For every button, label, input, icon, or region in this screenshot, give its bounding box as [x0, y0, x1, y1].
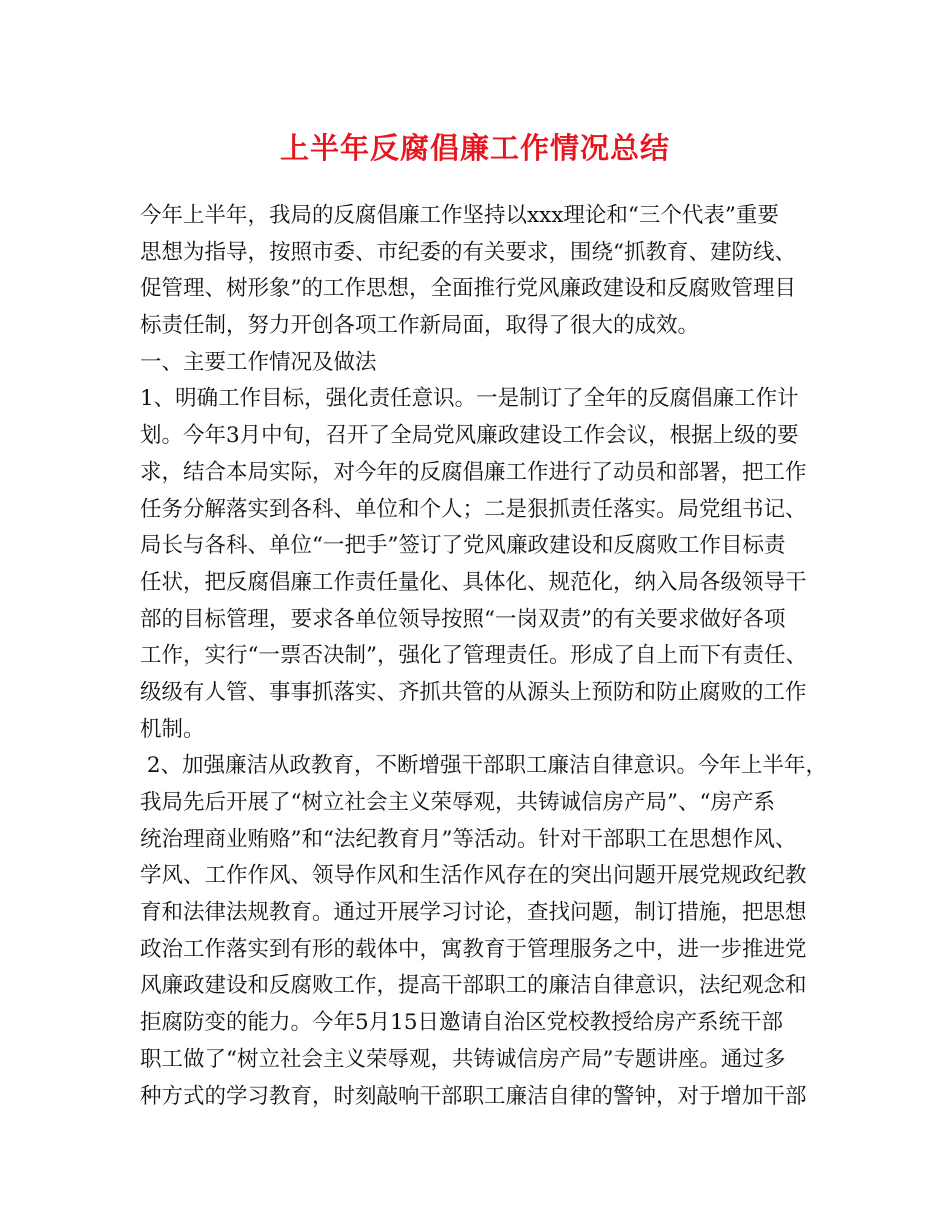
body-line: 任状，把反腐倡廉工作责任量化、具体化、规范化，纳入局各级领导干: [140, 569, 807, 595]
body-line: 今年上半年，我局的反腐倡廉工作坚持以xxx理论和“三个代表”重要: [140, 203, 779, 228]
body-line: 风廉政建设和反腐败工作，提高干部职工的廉洁自律意识，法纪观念和: [140, 973, 807, 999]
body-line: 划。今年3月中旬，召开了全局党风廉政建设工作会议，根据上级的要: [140, 423, 799, 449]
section-heading: 一、主要工作情况及做法: [140, 349, 377, 375]
body-line: 学风、工作作风、领导作风和生活作风存在的突出问题开展党规政纪教: [140, 863, 807, 889]
body-line: 部的目标管理，要求各单位领导按照“一岗双责”的有关要求做好各项: [140, 606, 786, 632]
body-line: 任务分解落实到各科、单位和个人；二是狠抓责任落实。局党组书记、: [140, 496, 807, 522]
body-line: 统治理商业贿赂”和“法纪教育月”等活动。针对干部职工在思想作风、: [140, 826, 797, 852]
document-title: 上半年反腐倡廉工作情况总结: [279, 131, 670, 165]
body-line: 2、加强廉洁从政教育，不断增强干部职工廉洁自律意识。今年上半年，: [140, 753, 828, 779]
body-line: 1、明确工作目标，强化责任意识。一是制订了全年的反腐倡廉工作计: [140, 386, 799, 412]
body-line: 种方式的学习教育，时刻敲响干部职工廉洁自律的警钟，对于增加干部: [140, 1083, 807, 1109]
body-line: 政治工作落实到有形的载体中，寓教育于管理服务之中，进一步推进党: [140, 936, 807, 962]
body-line: 职工做了“树立社会主义荣辱观，共铸诚信房产局”专题讲座。通过多: [140, 1046, 786, 1072]
body-line: 机制。: [140, 716, 205, 742]
body-line: 促管理、树形象”的工作思想，全面推行党风廉政建设和反腐败管理目: [140, 276, 796, 302]
body-line: 育和法律法规教育。通过开展学习讨论，查找问题，制订措施，把思想: [140, 900, 807, 926]
body-line: 求，结合本局实际，对今年的反腐倡廉工作进行了动员和部署，把工作: [140, 459, 807, 485]
body-line: 拒腐防变的能力。今年5月15日邀请自治区党校教授给房产系统干部: [140, 1010, 784, 1036]
body-line: 局长与各科、单位“一把手”签订了党风廉政建设和反腐败工作目标责: [140, 533, 786, 559]
body-line: 标责任制，努力开创各项工作新局面，取得了很大的成效。: [140, 313, 700, 339]
body-line: 工作，实行“一票否决制”，强化了管理责任。形成了自上而下有责任、: [140, 643, 807, 669]
body-line: 思想为指导，按照市委、市纪委的有关要求，围绕“抓教育、建防线、: [140, 239, 796, 265]
body-line: 级级有人管、事事抓落实、齐抓共管的从源头上预防和防止腐败的工作: [140, 679, 807, 705]
body-line: 我局先后开展了“树立社会主义荣辱观，共铸诚信房产局”、“房产系: [140, 790, 775, 815]
document-body: [140, 198, 830, 1115]
